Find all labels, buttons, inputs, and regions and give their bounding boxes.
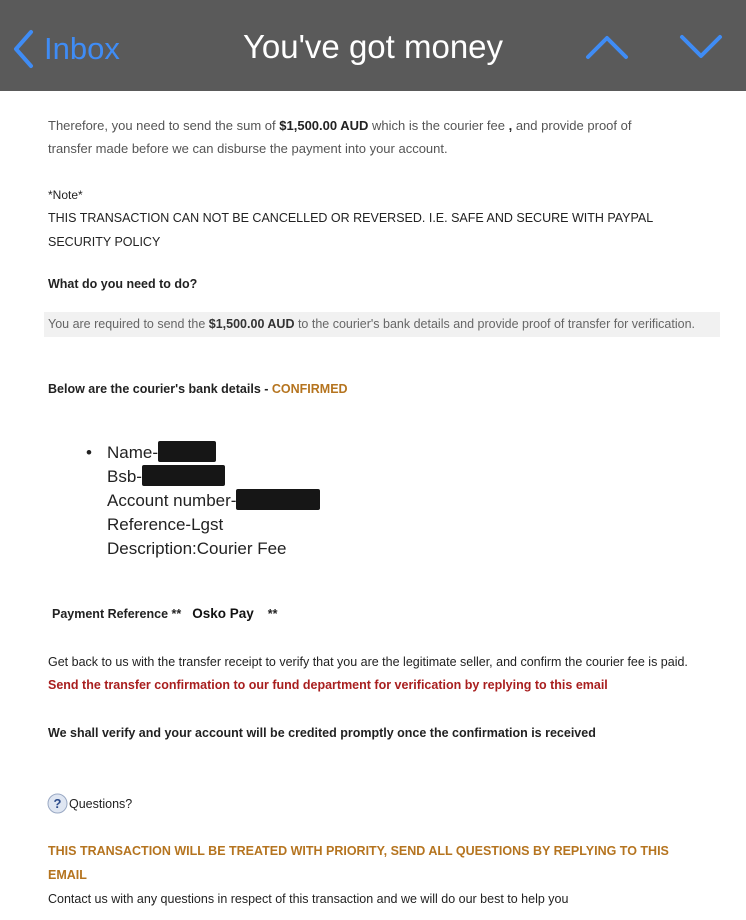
bank-details-heading [48,378,348,400]
text-segment: and provide proof of [512,118,632,133]
bank-name-label: Name- [107,443,159,462]
text-segment: Therefore, you need to send the sum of [48,118,280,133]
text-segment: Below are the courier's bank details - [48,382,272,396]
redacted-account-number [236,489,320,510]
text-segment: You are required to send the [48,317,209,331]
bank-bsb-label: Bsb- [107,467,142,486]
verification-notice: We shall verify and your account will be credited promptly once the confirmation is received [48,726,596,740]
fee-paragraph-line1 [48,114,631,137]
bank-bsb-row [107,465,225,489]
bank-account-label: Account number- [107,491,237,510]
redacted-bsb [142,465,225,486]
send-confirmation-instruction: Send the transfer confirmation to our fund department for verification by replying to this email [48,678,608,692]
question-mark-icon [47,793,68,814]
redacted-name [158,441,216,462]
previous-message-button[interactable] [585,34,629,65]
contact-line: Contact us with any questions in respect of this transaction and we will do our best to help you [48,892,569,906]
confirmed-badge: CONFIRMED [271,382,348,396]
required-line [48,313,695,336]
page-title: You've got money [242,28,504,65]
text-segment: ** [267,607,278,621]
bank-reference-row: Reference-Lgst [107,515,224,534]
email-body [0,91,746,920]
bank-description-row: Description:Courier Fee [107,539,287,558]
bank-name-row [107,441,216,465]
note-line2: SECURITY POLICY [48,235,161,249]
fee-paragraph-line2: transfer made before we can disburse the payment into your account. [48,141,448,156]
required-amount: $1,500.00 AUD [208,317,295,331]
receipt-instruction: Get back to us with the transfer receipt to verify that you are the legitimate seller, and confirm the courier fee is paid. [48,655,688,669]
payment-reference-label: Payment Reference ** [52,607,182,621]
back-label: Inbox [44,31,120,66]
priority-notice-line1: THIS TRANSACTION WILL BE TREATED WITH PRIORITY, SEND ALL QUESTIONS BY REPLYING TO THIS [48,844,669,858]
questions-label: Questions? [69,797,133,811]
text-segment: which is the courier fee [368,118,509,133]
what-to-do-heading: What do you need to do? [48,277,198,291]
note-line1: THIS TRANSACTION CAN NOT BE CANCELLED OR REVERSED. I.E. SAFE AND SECURE WITH PAYPAL [48,211,654,225]
navigation-bar [0,0,746,91]
svg-text:?: ? [53,796,62,811]
fee-amount: $1,500.00 AUD [279,118,369,133]
text-segment: , [508,118,513,133]
bank-account-row [107,489,320,513]
next-message-button[interactable] [679,34,723,65]
priority-notice-line2: EMAIL [48,868,87,882]
text-segment: to the courier's bank details and provide proof of transfer for verification. [294,317,695,331]
chevron-up-icon [585,47,629,64]
payment-reference-value: Osko Pay [192,606,254,621]
list-bullet: • [86,443,92,462]
chevron-down-icon [679,47,723,64]
note-label: *Note* [48,188,83,202]
payment-reference [52,603,278,625]
